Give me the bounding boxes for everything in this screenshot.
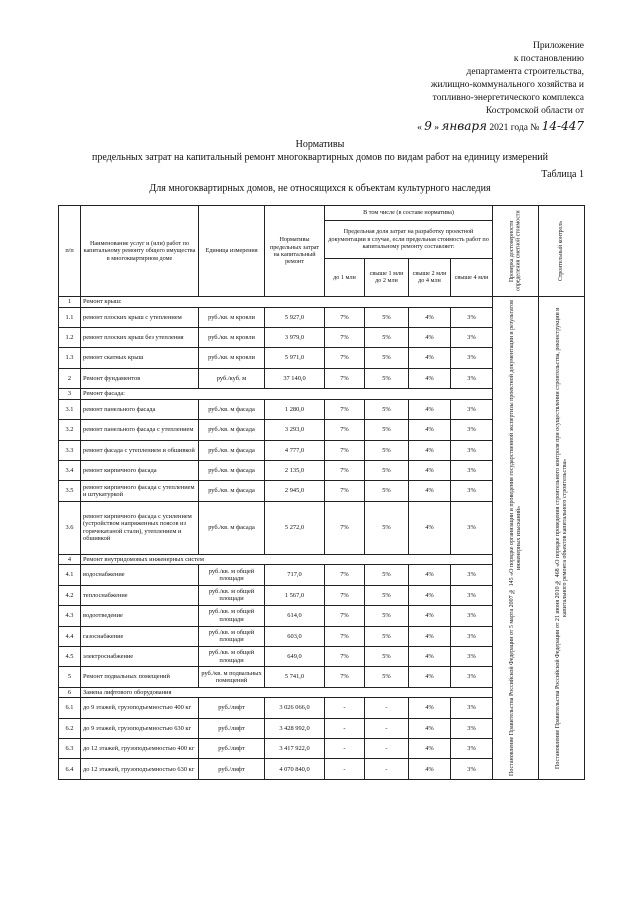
unit-cell: руб./кв. м фасада (199, 481, 265, 501)
row-number: 4 (59, 554, 81, 565)
unit-cell: руб./кв. м общей площади (199, 585, 265, 605)
header-np: п/п (59, 206, 81, 297)
share-2m-4m: 4% (409, 646, 451, 666)
share-1m-2m: 5% (365, 460, 409, 480)
work-name: ремонт плоских крыш без утепления (81, 328, 199, 348)
table-body (59, 297, 585, 780)
share-up-to-1m: - (325, 698, 365, 718)
share-over-4m: 3% (451, 348, 493, 368)
share-up-to-1m: 7% (325, 565, 365, 585)
work-name: ремонт панельного фасада (81, 399, 199, 419)
row-number: 6.4 (59, 759, 81, 780)
row-number: 6 (59, 687, 81, 698)
share-1m-2m: - (365, 759, 409, 780)
norm-value: 3 026 066,0 (265, 698, 325, 718)
work-name: ремонт кирпичного фасада с утеплением и штукатуркой (81, 481, 199, 501)
norm-value: 614,0 (265, 606, 325, 626)
share-over-4m: 3% (451, 440, 493, 460)
row-number: 4.1 (59, 565, 81, 585)
unit-cell: руб./лифт (199, 718, 265, 738)
unit-cell: руб./кв. м фасада (199, 440, 265, 460)
share-over-4m: 3% (451, 698, 493, 718)
norm-value: 3 417 922,0 (265, 739, 325, 759)
norms-table (58, 205, 585, 780)
share-over-4m: 3% (451, 667, 493, 687)
table-subtitle: Для многоквартирных домов, не относящихся к объектам культурного наследия (149, 183, 491, 194)
work-name: до 12 этажей, грузоподъемностью 630 кг (81, 759, 199, 780)
title-line-1: Нормативы (295, 139, 345, 150)
norm-value: 649,0 (265, 646, 325, 666)
norm-value: 2 945,0 (265, 481, 325, 501)
section-row (59, 297, 585, 308)
appendix-date-line (354, 120, 584, 135)
share-2m-4m: 4% (409, 626, 451, 646)
norm-value: 5 272,0 (265, 501, 325, 554)
share-1m-2m: 5% (365, 368, 409, 388)
appendix-block (354, 40, 584, 135)
header-check (493, 206, 539, 297)
share-2m-4m: 4% (409, 606, 451, 626)
check-basis-text: Постановление Правительства Российской Федерации от 5 марта 2007 № 145 «О порядке организации и проведения государственной экспертизы проектной документации и результатов инженерных изысканий» (508, 300, 522, 776)
row-number: 6.3 (59, 739, 81, 759)
unit-cell: руб./лифт (199, 698, 265, 718)
header-unit: Единица измерения (199, 206, 265, 297)
norm-value: 5 927,0 (265, 307, 325, 327)
header-c1: до 1 млн (325, 258, 365, 296)
share-up-to-1m: 7% (325, 420, 365, 440)
section-title: Ремонт внутридомовых инженерных систем (81, 554, 493, 565)
share-2m-4m: 4% (409, 440, 451, 460)
share-over-4m: 3% (451, 481, 493, 501)
row-number: 4.5 (59, 646, 81, 666)
date-quote-close: » (434, 123, 439, 133)
share-over-4m: 3% (451, 501, 493, 554)
row-number: 3.2 (59, 420, 81, 440)
share-1m-2m: 5% (365, 440, 409, 460)
share-2m-4m: 4% (409, 501, 451, 554)
norm-value: 3 293,0 (265, 420, 325, 440)
share-1m-2m: 5% (365, 501, 409, 554)
share-1m-2m: 5% (365, 667, 409, 687)
work-name: Ремонт подвальных помещений (81, 667, 199, 687)
check-basis-cell (493, 297, 539, 780)
row-number: 3 (59, 389, 81, 400)
control-basis-cell (539, 297, 585, 780)
row-number: 4.4 (59, 626, 81, 646)
work-name: водоотведение (81, 606, 199, 626)
share-up-to-1m: - (325, 739, 365, 759)
share-1m-2m: - (365, 718, 409, 738)
share-over-4m: 3% (451, 328, 493, 348)
section-title: Замена лифтового оборудования (81, 687, 493, 698)
work-name: теплоснабжение (81, 585, 199, 605)
share-over-4m: 3% (451, 565, 493, 585)
norm-value: 717,0 (265, 565, 325, 585)
unit-cell: руб./куб. м (199, 368, 265, 388)
appendix-line: департамента строительства, (466, 67, 584, 77)
work-name: водоснабжение (81, 565, 199, 585)
header-control (539, 206, 585, 297)
unit-cell: руб./кв. м фасада (199, 420, 265, 440)
norm-value: 5 971,0 (265, 348, 325, 368)
share-1m-2m: 5% (365, 307, 409, 327)
header-c4: свыше 4 млн (451, 258, 493, 296)
norm-value: 3 979,0 (265, 328, 325, 348)
share-1m-2m: 5% (365, 626, 409, 646)
work-name: Ремонт фундаментов (81, 368, 199, 388)
row-number: 1.1 (59, 307, 81, 327)
work-name: до 12 этажей, грузоподъемностью 400 кг (81, 739, 199, 759)
header-c2: свыше 1 млн до 2 млн (365, 258, 409, 296)
share-up-to-1m: 7% (325, 348, 365, 368)
share-over-4m: 3% (451, 420, 493, 440)
unit-cell: руб./кв. м фасада (199, 501, 265, 554)
norm-value: 4 777,0 (265, 440, 325, 460)
share-1m-2m: 5% (365, 606, 409, 626)
work-name: ремонт панельного фасада с утеплением (81, 420, 199, 440)
row-number: 6.2 (59, 718, 81, 738)
work-name: до 9 этажей, грузоподъемностью 400 кг (81, 698, 199, 718)
document-title (60, 138, 580, 164)
norm-value: 4 070 840,0 (265, 759, 325, 780)
share-2m-4m: 4% (409, 348, 451, 368)
date-quote-open: « (417, 123, 422, 133)
share-over-4m: 3% (451, 739, 493, 759)
norm-value: 37 140,0 (265, 368, 325, 388)
header-name: Наименование услуг и (или) работ по капитальному ремонту общего имущества в многоквартирном доме (81, 206, 199, 297)
header-c3: свыше 2 млн до 4 млн (409, 258, 451, 296)
appendix-line: Приложение (533, 41, 584, 51)
row-number: 2 (59, 368, 81, 388)
share-over-4m: 3% (451, 585, 493, 605)
unit-cell: руб./кв. м общей площади (199, 606, 265, 626)
row-number: 4.3 (59, 606, 81, 626)
row-number: 3.3 (59, 440, 81, 460)
header-control-text: Строительный контроль (558, 221, 565, 281)
work-name: ремонт скатных крыш (81, 348, 199, 368)
share-1m-2m: - (365, 698, 409, 718)
share-up-to-1m: 7% (325, 440, 365, 460)
share-1m-2m: 5% (365, 348, 409, 368)
norm-value: 1 567,0 (265, 585, 325, 605)
share-1m-2m: 5% (365, 399, 409, 419)
share-2m-4m: 4% (409, 698, 451, 718)
share-1m-2m: 5% (365, 420, 409, 440)
appendix-line: Костромской области от (485, 106, 584, 116)
share-2m-4m: 4% (409, 759, 451, 780)
section-title: Ремонт фасада: (81, 389, 493, 400)
header-norm: Нормативы предельных затрат на капитальный ремонт (265, 206, 325, 297)
share-over-4m: 3% (451, 460, 493, 480)
unit-cell: руб./кв. м кровли (199, 328, 265, 348)
header-included: В том числе (в составе норматива) (325, 206, 493, 221)
work-name: электроснабжение (81, 646, 199, 666)
date-day: 9 (424, 119, 432, 133)
title-line-2: предельных затрат на капитальный ремонт многоквартирных домов по видам работ на единицу измерений (91, 152, 549, 163)
norm-value: 1 280,0 (265, 399, 325, 419)
share-up-to-1m: 7% (325, 328, 365, 348)
section-title: Ремонт крыш: (81, 297, 493, 308)
date-month: января (441, 119, 487, 133)
unit-cell: руб./кв. м фасада (199, 460, 265, 480)
header-share: Предельная доля затрат на разработку проектной документации в случае, если предельная стоимость работ по капитальному ремонту составляет: (325, 220, 493, 258)
share-1m-2m: 5% (365, 481, 409, 501)
unit-cell: руб./кв. м общей площади (199, 646, 265, 666)
share-up-to-1m: 7% (325, 368, 365, 388)
row-number: 1 (59, 297, 81, 308)
share-up-to-1m: 7% (325, 399, 365, 419)
appendix-line: жилищно-коммунального хозяйства и (430, 80, 584, 90)
share-up-to-1m: 7% (325, 626, 365, 646)
unit-cell: руб./кв. м общей площади (199, 565, 265, 585)
header-check-text: Проверка достоверности определения сметной стоимости (509, 210, 522, 292)
work-name: газоснабжение (81, 626, 199, 646)
norm-value: 3 428 992,0 (265, 718, 325, 738)
norm-value: 603,0 (265, 626, 325, 646)
table-number: Таблица 1 (541, 169, 584, 180)
share-up-to-1m: 7% (325, 501, 365, 554)
share-up-to-1m: 7% (325, 460, 365, 480)
share-2m-4m: 4% (409, 739, 451, 759)
share-over-4m: 3% (451, 646, 493, 666)
row-number: 4.2 (59, 585, 81, 605)
share-up-to-1m: 7% (325, 481, 365, 501)
share-2m-4m: 4% (409, 399, 451, 419)
unit-cell: руб./лифт (199, 759, 265, 780)
share-over-4m: 3% (451, 606, 493, 626)
row-number: 3.5 (59, 481, 81, 501)
norm-value: 5 741,0 (265, 667, 325, 687)
share-over-4m: 3% (451, 368, 493, 388)
row-number: 1.3 (59, 348, 81, 368)
appendix-line: топливно-энергетического комплекса (432, 93, 584, 103)
share-over-4m: 3% (451, 718, 493, 738)
row-number: 3.4 (59, 460, 81, 480)
row-number: 5 (59, 667, 81, 687)
row-number: 3.1 (59, 399, 81, 419)
share-over-4m: 3% (451, 399, 493, 419)
appendix-line: к постановлению (513, 54, 584, 64)
share-up-to-1m: 7% (325, 606, 365, 626)
share-up-to-1m: 7% (325, 667, 365, 687)
share-up-to-1m: 7% (325, 585, 365, 605)
norm-value: 2 135,0 (265, 460, 325, 480)
row-number: 3.6 (59, 501, 81, 554)
share-2m-4m: 4% (409, 585, 451, 605)
unit-cell: руб./кв. м кровли (199, 348, 265, 368)
work-name: ремонт плоских крыш с утеплением (81, 307, 199, 327)
unit-cell: руб./кв. м общей площади (199, 626, 265, 646)
work-name: ремонт фасада с утеплением и обшивкой (81, 440, 199, 460)
share-over-4m: 3% (451, 307, 493, 327)
unit-cell: руб./лифт (199, 739, 265, 759)
share-up-to-1m: 7% (325, 646, 365, 666)
share-2m-4m: 4% (409, 565, 451, 585)
share-up-to-1m: - (325, 718, 365, 738)
share-2m-4m: 4% (409, 420, 451, 440)
share-2m-4m: 4% (409, 718, 451, 738)
share-2m-4m: 4% (409, 328, 451, 348)
share-2m-4m: 4% (409, 368, 451, 388)
share-up-to-1m: - (325, 759, 365, 780)
row-number: 6.1 (59, 698, 81, 718)
share-over-4m: 3% (451, 759, 493, 780)
date-year: 2021 года № (489, 123, 540, 133)
share-up-to-1m: 7% (325, 307, 365, 327)
share-1m-2m: 5% (365, 565, 409, 585)
unit-cell: руб./кв. м кровли (199, 307, 265, 327)
unit-cell: руб./кв. м фасада (199, 399, 265, 419)
work-name: ремонт кирпичного фасада (81, 460, 199, 480)
work-name: до 9 этажей, грузоподъемностью 630 кг (81, 718, 199, 738)
share-2m-4m: 4% (409, 667, 451, 687)
row-number: 1.2 (59, 328, 81, 348)
share-1m-2m: - (365, 739, 409, 759)
share-over-4m: 3% (451, 626, 493, 646)
work-name: ремонт кирпичного фасада с усилением (устройством напряженных поясов из горячекатаной стали), утеплением и обшивкой (81, 501, 199, 554)
share-1m-2m: 5% (365, 646, 409, 666)
share-2m-4m: 4% (409, 481, 451, 501)
share-1m-2m: 5% (365, 328, 409, 348)
share-1m-2m: 5% (365, 585, 409, 605)
share-2m-4m: 4% (409, 307, 451, 327)
control-basis-text: Постановление Правительства Российской Федерации от 21 июня 2010 № 468 «О порядке проведения строительного контроля при осуществлении строительства, реконструкции и капитального ремонта объектов капитального строительства» (554, 307, 568, 769)
doc-number: 14-447 (541, 119, 584, 133)
unit-cell: руб./кв. м подвальных помещений (199, 667, 265, 687)
share-2m-4m: 4% (409, 460, 451, 480)
